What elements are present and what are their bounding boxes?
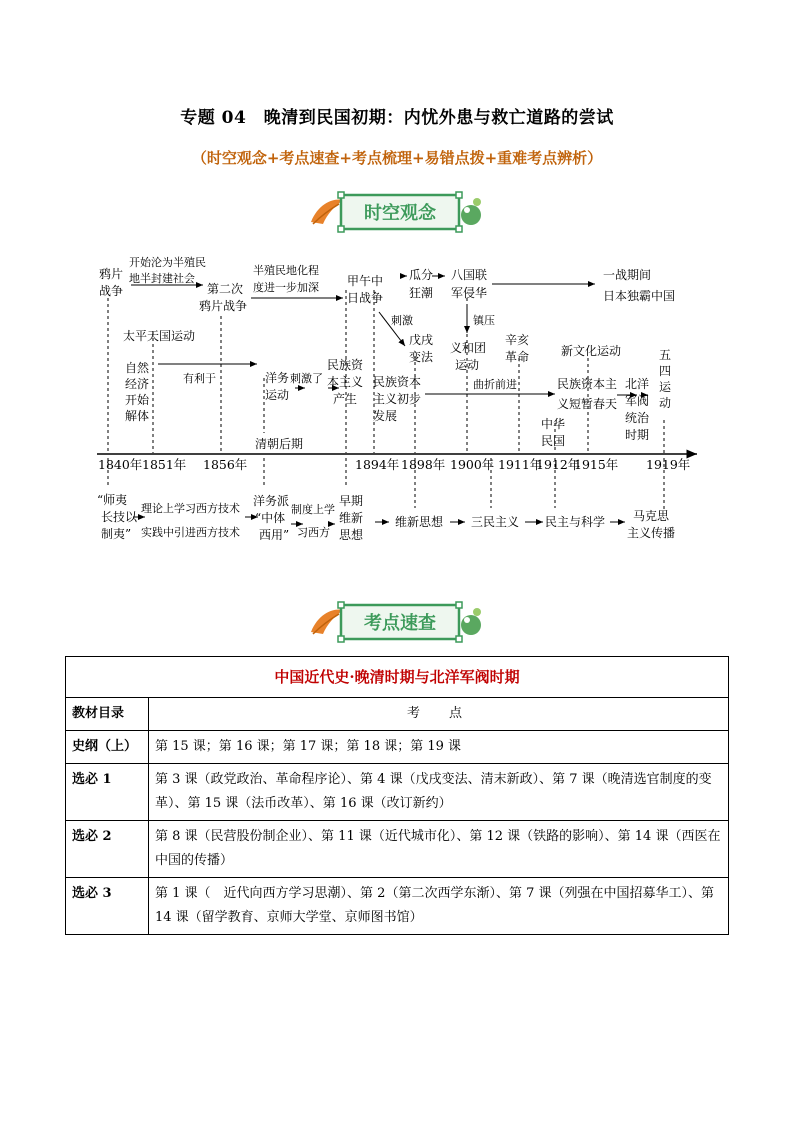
note-suppress: 镇压 xyxy=(473,314,495,327)
dot-icon xyxy=(461,615,481,635)
row-content: 第 1 课（ 近代向西方学习思潮）、第 2（第二次西学东渐）、第 7 课（列强在中国招募华工）、第 14 课（留学教育、京师大学堂、京师图书馆） xyxy=(149,878,729,935)
kaodian-table xyxy=(65,656,729,935)
event-capitalism-spring: 民族资本主 义短暂春天 xyxy=(557,377,618,411)
note-stimulated: 刺激了 xyxy=(290,372,323,385)
period-late-qing: 清朝后期 xyxy=(255,437,304,451)
table-row xyxy=(66,764,729,821)
row-content: 第 3 课（政党政治、革命程序论）、第 4 课（戊戌变法、清末新政）、第 7 课（晚清选官制度的变革）、第 15 课（法币改革）、第 16 课（改订新约） xyxy=(149,764,729,821)
event-taiping: 太平天国运动 xyxy=(123,329,196,343)
section-badge-shikong xyxy=(305,188,487,238)
note-learn-tech: 理论上学习西方技术 实践中引进西方技术 xyxy=(141,502,240,539)
note-tortuous: 曲折前进 xyxy=(473,378,517,391)
event-natural-economy: 自然 经济 开始 解体 xyxy=(125,361,150,423)
row-label: 选必 1 xyxy=(66,764,149,821)
note-stimulate: 刺激 xyxy=(391,314,413,327)
event-boxer: 义和团 运动 xyxy=(450,341,487,372)
event-opium-war-2: 第二次 鸦片战争 xyxy=(199,282,248,313)
badge-label: 时空观念 xyxy=(364,203,436,224)
row-label: 选必 3 xyxy=(66,878,149,935)
event-scramble: 瓜分 狂潮 xyxy=(409,268,434,300)
event-wuxu-reform: 戊戌 变法 xyxy=(409,333,434,364)
page-subtitle: （时空观念+考点速查+考点梳理+易错点拨+重难考点辨析） xyxy=(191,149,603,167)
thought-democracy-science: 民主与科学 xyxy=(545,515,606,529)
event-opium-war-1: 鸦片 战争 xyxy=(99,267,124,298)
note-learn-system: 制度上学 习西方 xyxy=(291,503,335,539)
timeline-diagram xyxy=(95,248,705,553)
header-textbook: 教材目录 xyxy=(66,698,149,731)
year-1911: 1911年 xyxy=(498,457,543,472)
badge-label: 考点速查 xyxy=(364,613,436,634)
event-capitalism-develop: 民族资本 主义初步 发展 xyxy=(373,375,422,423)
year-1898: 1898年 xyxy=(401,457,446,472)
year-1894: 1894年 xyxy=(355,457,400,472)
thought-three-principles: 三民主义 xyxy=(471,515,520,529)
table-header-row xyxy=(66,698,729,731)
event-xinhai: 辛亥 革命 xyxy=(505,333,530,364)
event-wwi-japan: 一战期间 日本独霸中国 xyxy=(603,268,676,303)
event-roc: 中华 民国 xyxy=(541,417,566,448)
table-row xyxy=(66,731,729,764)
year-1915: 1915年 xyxy=(574,457,619,472)
thought-early-reform: 早期 维新 思想 xyxy=(339,494,364,542)
section-badge-kaodian xyxy=(305,598,487,648)
event-beiyang: 北洋 军阀 统治 时期 xyxy=(625,377,650,442)
dot-icon xyxy=(461,205,481,225)
thought-zhongti-xiyong: 洋务派 “中体 西用” xyxy=(253,494,290,542)
year-labels xyxy=(98,457,690,472)
thought-track xyxy=(97,492,675,542)
event-capitalism-emerge: 民族资 本主义 产生 xyxy=(327,358,364,406)
year-1912: 1912年 xyxy=(536,457,581,472)
year-1851: 1851年 xyxy=(142,457,187,472)
year-1900: 1900年 xyxy=(450,457,495,472)
table-row xyxy=(66,878,729,935)
year-1840: 1840年 xyxy=(98,457,143,472)
page-title: 专题 04 晚清到民国初期：内忧外患与救亡道路的尝试 xyxy=(180,108,614,128)
event-sino-japanese-war: 甲午中 日战争 xyxy=(347,274,384,305)
table-row xyxy=(66,821,729,878)
thought-reform: 维新思想 xyxy=(395,515,444,529)
note-semi-colonial-2: 半殖民地化程 度进一步加深 xyxy=(253,264,319,294)
thought-marxism: 马克思 主义传播 xyxy=(627,509,676,540)
event-eight-nation: 八国联 军侵华 xyxy=(451,268,488,300)
header-points: 考 点 xyxy=(149,698,729,731)
year-1919: 1919年 xyxy=(646,457,691,472)
event-may-fourth: 五 四 运 动 xyxy=(659,348,672,410)
thought-learn-from-west: “师夷 长技以 制夷” xyxy=(97,493,138,541)
note-semi-colonial-1: 开始沦为半殖民 地半封建社会 xyxy=(129,256,206,285)
row-label: 史纲（上） xyxy=(66,731,149,764)
table-heading: 中国近代史·晚清时期与北洋军阀时期 xyxy=(66,657,729,698)
row-content: 第 15 课；第 16 课；第 17 课；第 18 课；第 19 课 xyxy=(149,731,729,764)
year-1856: 1856年 xyxy=(203,457,248,472)
row-label: 选必 2 xyxy=(66,821,149,878)
table-heading-row xyxy=(66,657,729,698)
note-beneficial: 有利于 xyxy=(183,372,216,385)
event-new-culture: 新文化运动 xyxy=(561,344,622,358)
event-westernization: 洋务 运动 xyxy=(265,371,290,402)
row-content: 第 8 课（民营股份制企业）、第 11 课（近代城市化）、第 12 课（铁路的影响）、第 14 课（西医在中国的传播） xyxy=(149,821,729,878)
